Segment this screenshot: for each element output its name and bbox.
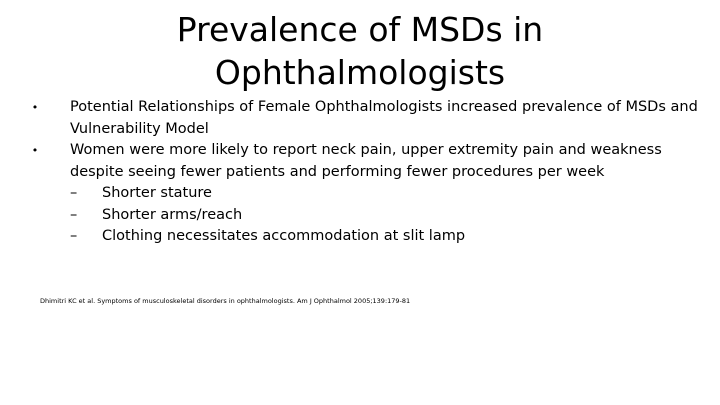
bullet-marker: •: [31, 144, 39, 157]
sub-bullet-text: Shorter arms/reach: [102, 206, 243, 223]
bullet-item: [28, 140, 704, 183]
bullet-text: Potential Relationships of Female Ophthalmologists increased prevalence of MSDs and Vulnerability Model: [70, 99, 698, 137]
slide-body: [28, 97, 704, 248]
sub-bullet-marker: –: [70, 185, 78, 201]
sub-bullet-marker: –: [70, 228, 78, 244]
sub-bullet-text: Shorter stature: [102, 185, 212, 201]
title-line-2: Ophthalmologists: [214, 53, 506, 92]
slide-title: [120, 8, 600, 94]
citation: Dhimitri KC et al. Symptoms of musculoskeletal disorders in ophthalmologists. Am J Ophthalmol 2005;139:179-81: [40, 297, 411, 305]
bullet-text: Women were more likely to report neck pain, upper extremity pain and weakness despite seeing fewer patients and performing fewer procedures per week: [70, 142, 662, 180]
sub-bullet-item: [28, 226, 704, 248]
sub-bullet-item: [28, 183, 704, 205]
title-line-1: Prevalence of MSDs in: [176, 10, 544, 49]
bullet-item: [28, 97, 704, 140]
bullet-marker: •: [31, 101, 39, 114]
sub-bullet-text: Clothing necessitates accommodation at slit lamp: [102, 228, 466, 244]
sub-bullet-marker: –: [70, 206, 78, 223]
sub-bullet-item: [28, 205, 704, 227]
